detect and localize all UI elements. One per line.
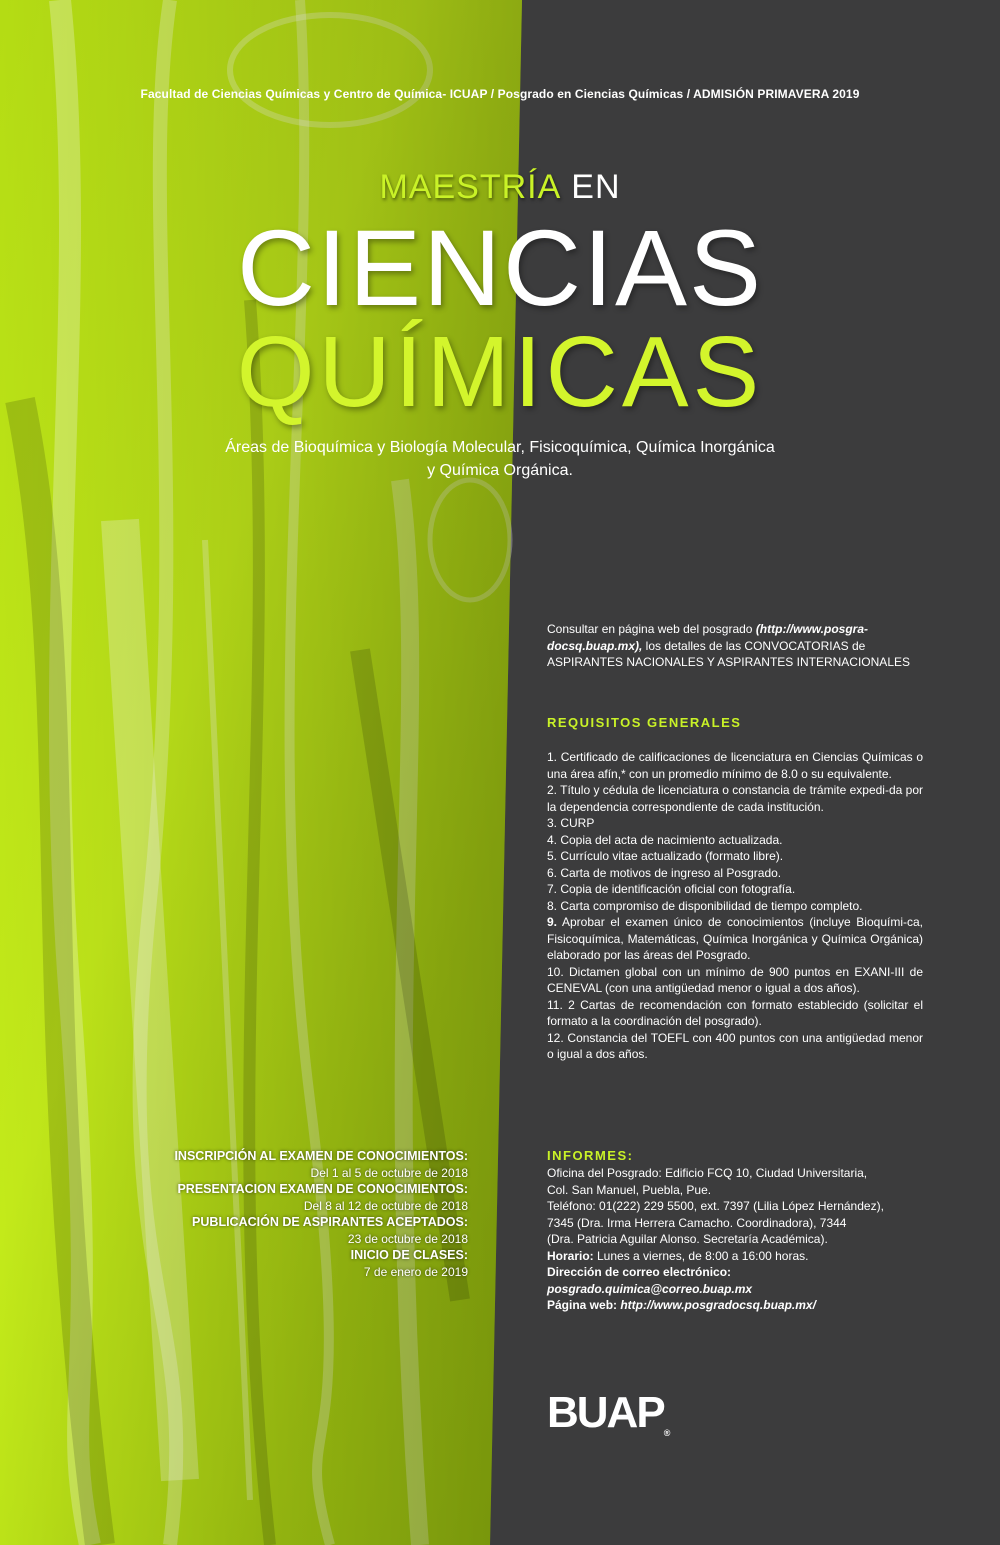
requirement-item: 11. 2 Cartas de recomendación con formato establecido (solicitar el formato a la coordinación del posgrado). <box>547 997 923 1028</box>
requirement-item-9 <box>547 914 923 964</box>
informes-title: INFORMES: <box>547 1148 634 1163</box>
requirement-item: 4. Copia del acta de nacimiento actualizada. <box>547 832 783 847</box>
informes-web <box>547 1297 923 1314</box>
title-maestria-en <box>0 168 1000 207</box>
areas-line-2: y Química Orgánica. <box>427 462 573 479</box>
date-heading-results: PUBLICACIÓN DE ASPIRANTES ACEPTADOS: <box>192 1215 468 1229</box>
requirement-item: 3. CURP <box>547 816 595 830</box>
header-institution: Facultad de Ciencias Químicas y Centro de Química- ICUAP / Posgrado en Ciencias Químicas / ADMISIÓN PRIMAVERA 2019 <box>140 87 860 101</box>
areas-line-1: Áreas de Bioquímica y Biología Molecular, Fisicoquímica, Química Inorgánica <box>225 439 775 456</box>
informes-phone-2: 7345 (Dra. Irma Herrera Camacho. Coordinadora), 7344 <box>547 1215 847 1230</box>
date-exam: Del 8 al 12 de octubre de 2018 <box>303 1198 468 1213</box>
requirement-item: 1. Certificado de calificaciones de licenciatura en Ciencias Químicas o una área afín,* con un promedio mínimo de 8.0 o su equivalente. <box>547 750 923 781</box>
requirement-item: 10. Dictamen global con un mínimo de 900 puntos en EXANI-III de CENEVAL (con una antigüedad menor o igual a dos años). <box>547 964 923 995</box>
date-results: 23 de octubre de 2018 <box>347 1231 468 1246</box>
requirement-9-text: Aprobar el examen único de conocimientos (incluye Bioquími-ca, Fisicoquímica, Matemáticas, Química Inorgánica y Química Orgánica) elaborado por las áreas del Posgrado. <box>547 915 923 962</box>
date-registration: Del 1 al 5 de octubre de 2018 <box>310 1165 468 1180</box>
buap-logo <box>547 1388 670 1438</box>
buap-logo-text: BUAP <box>547 1388 664 1437</box>
requirement-9-number: 9. <box>547 915 558 929</box>
requirement-item: 7. Copia de identificación oficial con fotografía. <box>547 882 796 896</box>
consult-paragraph <box>547 621 923 671</box>
title-quimicas: QUÍMICAS <box>236 316 764 428</box>
date-heading-registration: INSCRIPCIÓN AL EXAMEN DE CONOCIMIENTOS: <box>174 1149 468 1163</box>
areas-text <box>200 436 800 482</box>
informes-phone-1: Teléfono: 01(222) 229 5500, ext. 7397 (Lilia López Hernández), <box>547 1199 884 1213</box>
consult-url: (http://www.posgra-docsq.buap.mx), <box>547 622 869 653</box>
requirements-title: REQUISITOS GENERALES <box>547 715 742 730</box>
requirement-item: 5. Currículo vitae actualizado (formato libre). <box>547 849 784 863</box>
requirement-item: 12. Constancia del TOEFL con 400 puntos con una antigüedad menor o igual a dos años. <box>547 1030 923 1061</box>
title-en: EN <box>571 168 621 206</box>
date-classes: 7 de enero de 2019 <box>363 1264 468 1279</box>
key-dates <box>108 1148 468 1280</box>
informes-body <box>547 1165 923 1314</box>
informes-phone-3: (Dra. Patricia Aguilar Alonso. Secretaría Académica). <box>547 1232 828 1246</box>
informes-office: Oficina del Posgrado: Edificio FCQ 10, Ciudad Universitaria, <box>547 1166 868 1180</box>
email-label: Dirección de correo electrónico: <box>547 1265 732 1279</box>
consult-suffix: los detalles de las CONVOCATORIAS de ASPIRANTES NACIONALES Y ASPIRANTES INTERNACIONALES <box>547 638 910 669</box>
requirements-list <box>547 749 923 1063</box>
consult-prefix: Consultar en página web del posgrado <box>547 622 756 636</box>
informes-address: Col. San Manuel, Puebla, Pue. <box>547 1182 712 1197</box>
hours-label: Horario: <box>547 1248 594 1263</box>
title-maestria: MAESTRÍA <box>379 168 562 206</box>
title-ciencias: CIENCIAS <box>236 207 764 328</box>
requirement-item: 8. Carta compromiso de disponibilidad de tiempo completo. <box>547 898 863 913</box>
informes-hours <box>547 1248 923 1265</box>
web-link[interactable]: http://www.posgradocsq.buap.mx/ <box>617 1298 816 1312</box>
requirement-item: 2. Título y cédula de licenciatura o constancia de trámite expedi-da por la dependencia correspondiente de cada institución. <box>547 783 923 814</box>
web-label: Página web: <box>547 1298 618 1312</box>
date-heading-classes: INICIO DE CLASES: <box>350 1248 468 1262</box>
requirement-item: 6. Carta de motivos de ingreso al Posgrado. <box>547 865 782 880</box>
date-heading-exam: PRESENTACION EXAMEN DE CONOCIMIENTOS: <box>177 1182 468 1196</box>
hours-value: Lunes a viernes, de 8:00 a 16:00 horas. <box>593 1248 809 1263</box>
registered-mark: ® <box>663 1428 671 1438</box>
email-link[interactable]: posgrado.quimica@correo.buap.mx <box>547 1281 753 1296</box>
